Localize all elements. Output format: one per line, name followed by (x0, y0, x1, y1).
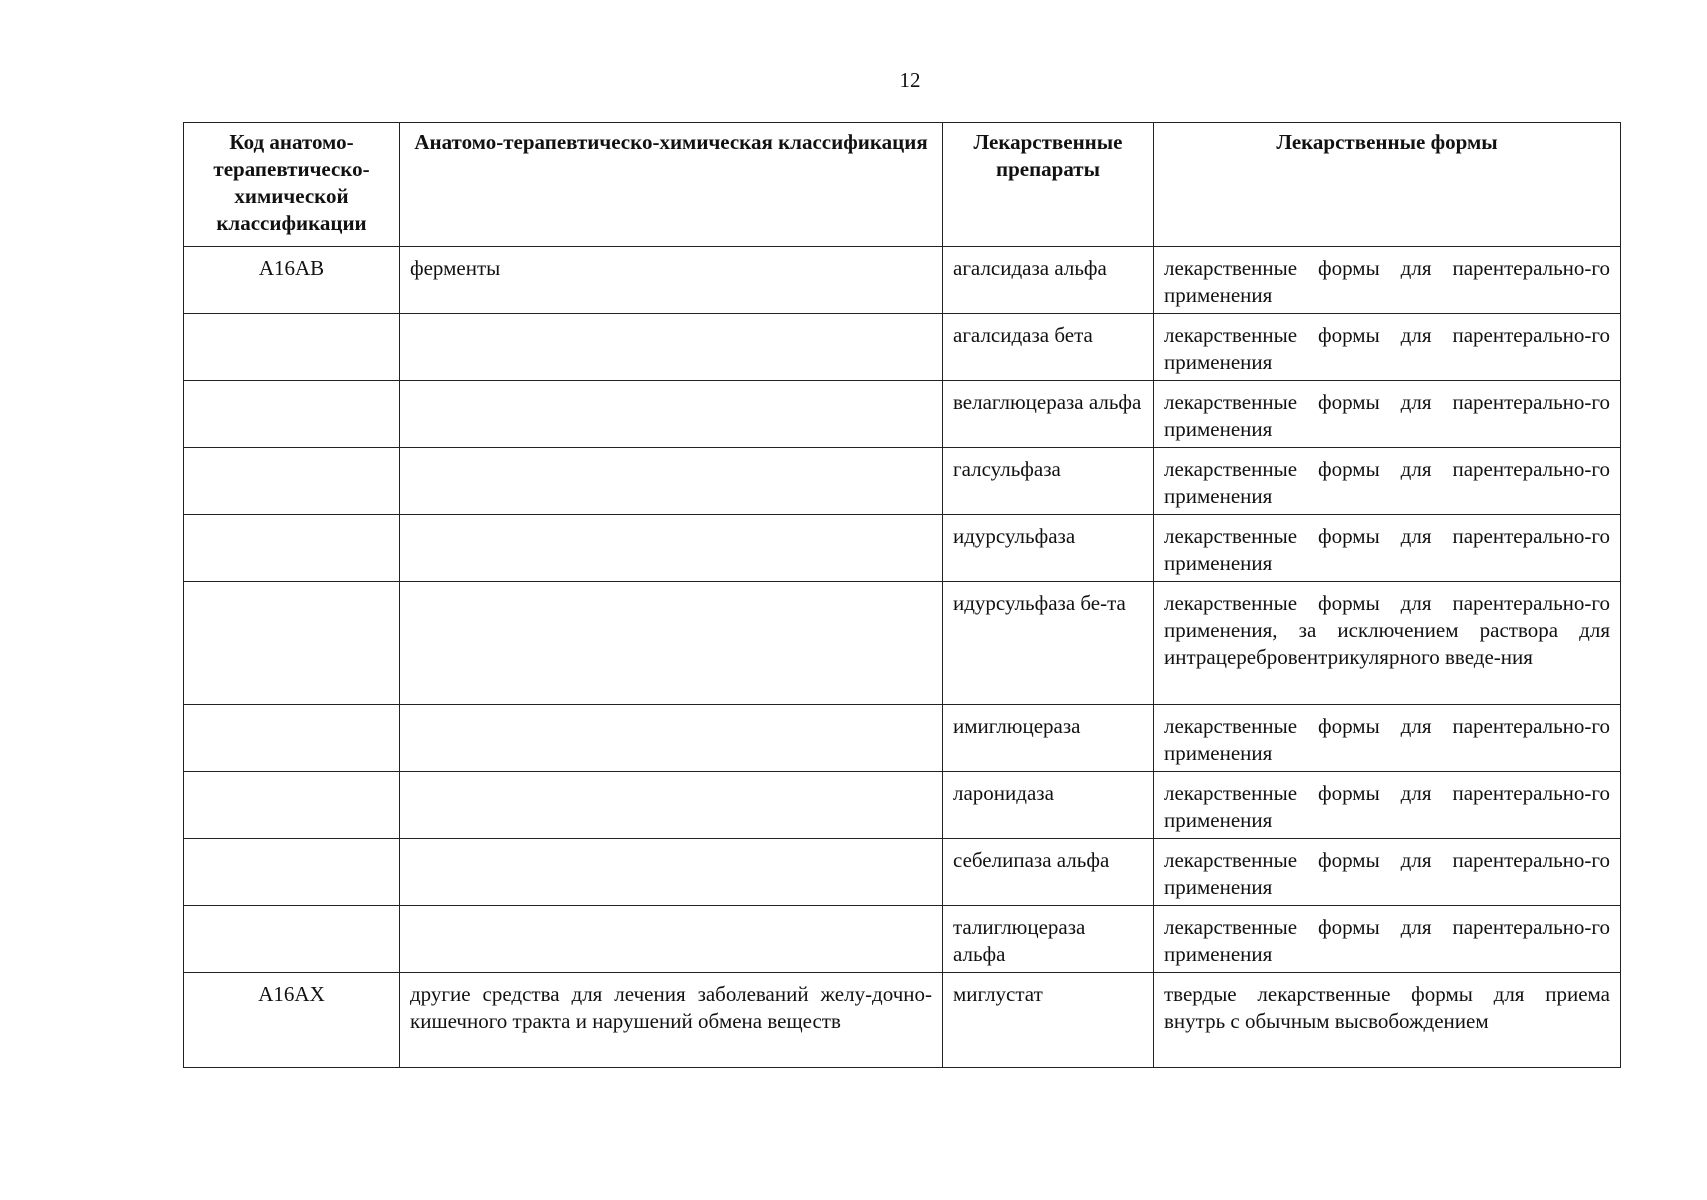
atc-code-cell (184, 705, 400, 772)
atc-code-cell (184, 906, 400, 973)
table-row (184, 515, 1621, 582)
table-row (184, 381, 1621, 448)
dosage-form-cell: лекарственные формы для парентерально-го применения (1154, 448, 1621, 515)
header-dosage-forms: Лекарственные формы (1154, 123, 1621, 247)
atc-code-cell (184, 314, 400, 381)
table-row (184, 973, 1621, 1068)
atc-group-cell (400, 582, 943, 705)
dosage-form-cell: лекарственные формы для парентерально-го применения (1154, 906, 1621, 973)
table-row (184, 582, 1621, 705)
atc-code-cell (184, 448, 400, 515)
atc-drug-table (183, 122, 1621, 1068)
atc-group-cell (400, 448, 943, 515)
atc-group-cell (400, 381, 943, 448)
atc-group-cell (400, 515, 943, 582)
atc-code-cell (184, 839, 400, 906)
page-number: 12 (899, 68, 921, 92)
atc-group-cell (400, 839, 943, 906)
dosage-form-cell: лекарственные формы для парентерально-го применения (1154, 839, 1621, 906)
header-atc-classification: Анатомо-терапевтическо-химическая классификация (400, 123, 943, 247)
dosage-form-cell: твердые лекарственные формы для приема внутрь с обычным высвобождением (1154, 973, 1621, 1068)
dosage-form-cell: лекарственные формы для парентерально-го применения (1154, 705, 1621, 772)
table-row (184, 448, 1621, 515)
dosage-form-cell: лекарственные формы для парентерально-го применения (1154, 247, 1621, 314)
drug-cell: себелипаза альфа (943, 839, 1154, 906)
atc-code-cell (184, 772, 400, 839)
atc-group-cell (400, 314, 943, 381)
dosage-form-cell: лекарственные формы для парентерально-го применения (1154, 381, 1621, 448)
atc-code-cell (184, 381, 400, 448)
atc-code-cell: A16AB (184, 247, 400, 314)
dosage-form-cell: лекарственные формы для парентерально-го применения (1154, 515, 1621, 582)
drug-cell: идурсульфаза (943, 515, 1154, 582)
table-row (184, 314, 1621, 381)
table-row (184, 772, 1621, 839)
atc-group-cell (400, 772, 943, 839)
drug-cell: велаглюцераза альфа (943, 381, 1154, 448)
table-row (184, 839, 1621, 906)
atc-code-cell (184, 582, 400, 705)
table-row (184, 247, 1621, 314)
atc-code-cell: A16AX (184, 973, 400, 1068)
drug-cell: агалсидаза бета (943, 314, 1154, 381)
drug-cell: галсульфаза (943, 448, 1154, 515)
drug-cell: талиглюцераза альфа (943, 906, 1154, 973)
drug-cell: имиглюцераза (943, 705, 1154, 772)
atc-group-cell: другие средства для лечения заболеваний желу-дочно-кишечного тракта и нарушений обмена веществ (400, 973, 943, 1068)
drug-cell: идурсульфаза бе-та (943, 582, 1154, 705)
dosage-form-cell: лекарственные формы для парентерально-го применения (1154, 314, 1621, 381)
drug-cell: агалсидаза альфа (943, 247, 1154, 314)
atc-group-cell (400, 705, 943, 772)
dosage-form-cell: лекарственные формы для парентерально-го применения (1154, 772, 1621, 839)
dosage-form-cell: лекарственные формы для парентерально-го применения, за исключением раствора для интрацеребровентрикулярного введе-ния (1154, 582, 1621, 705)
table-header-row (184, 123, 1621, 247)
atc-code-cell (184, 515, 400, 582)
atc-group-cell (400, 906, 943, 973)
header-atc-code: Код анатомо-терапевтическо-химической классификации (184, 123, 400, 247)
drug-cell: ларонидаза (943, 772, 1154, 839)
table-row (184, 705, 1621, 772)
header-drugs: Лекарственные препараты (943, 123, 1154, 247)
table-row (184, 906, 1621, 973)
atc-group-cell: ферменты (400, 247, 943, 314)
drug-cell: миглустат (943, 973, 1154, 1068)
